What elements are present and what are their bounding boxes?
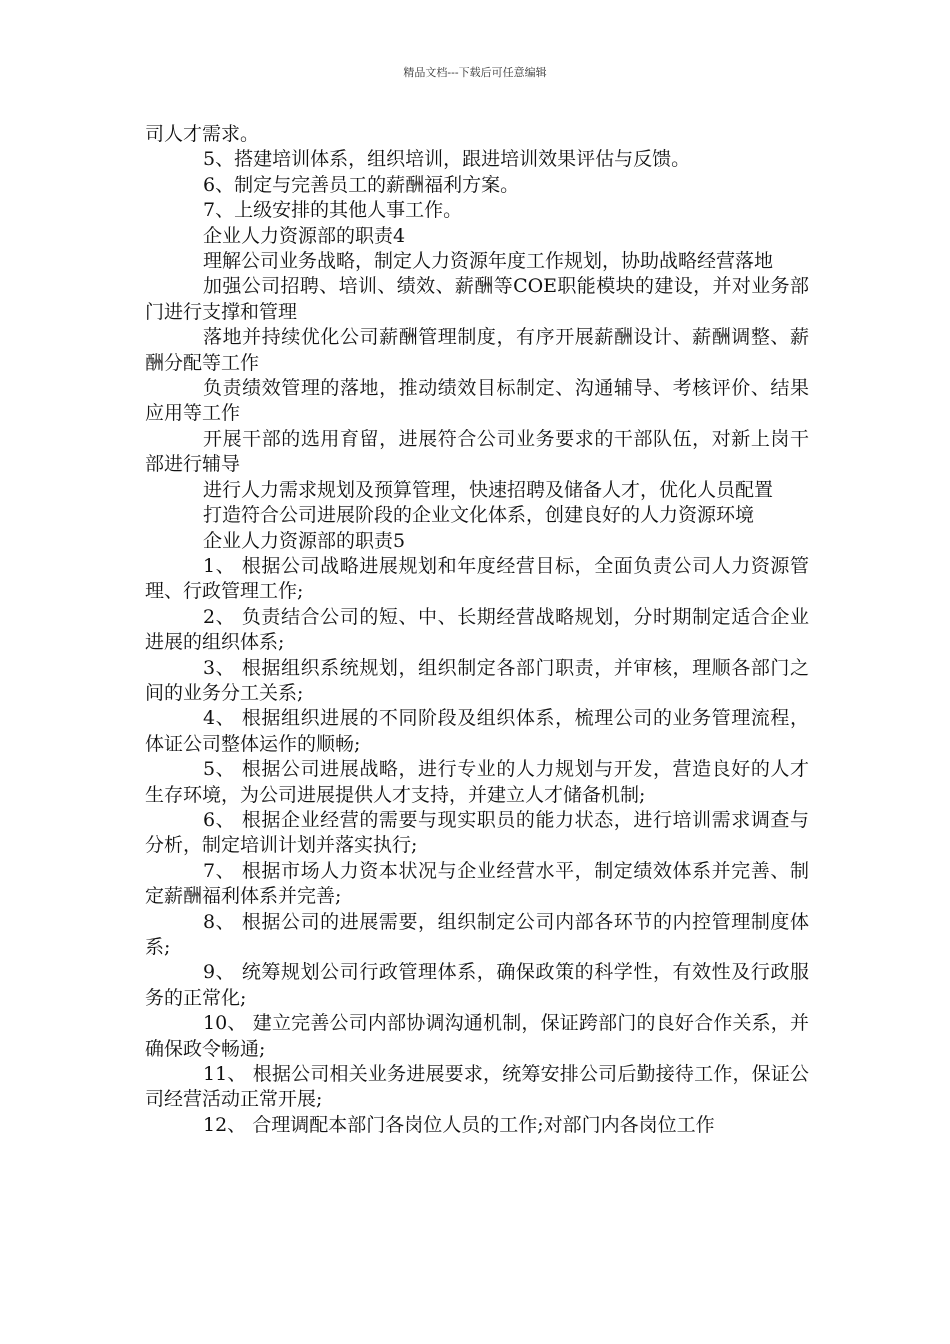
paragraph: 负责绩效管理的落地，推动绩效目标制定、沟通辅导、考核评价、结果应用等工作: [145, 377, 809, 425]
paragraph: 2、 负责结合公司的短、中、长期经营战略规划，分时期制定适合企业进展的组织体系;: [145, 605, 809, 654]
document-body: [145, 122, 809, 1138]
paragraph: 12、 合理调配本部门各岗位人员的工作;对部门内各岗位工作: [203, 1113, 715, 1136]
paragraph: 4、 根据组织进展的不同阶段及组织体系，梳理公司的业务管理流程，体证公司整体运作的顺畅;: [145, 707, 809, 755]
paragraph: 3、 根据组织系统规划，组织制定各部门职责，并审核，理顺各部门之间的业务分工关系;: [145, 656, 809, 704]
paragraph: 6、 根据企业经营的需要与现实职员的能力状态，进行培训需求调查与分析，制定培训计划并落实执行;: [145, 808, 809, 857]
paragraph: 加强公司招聘、培训、绩效、薪酬等COE职能模块的建设，并对业务部门进行支撑和管理: [145, 275, 809, 323]
paragraph: 企业人力资源部的职责4: [203, 224, 406, 247]
paragraph: 5、 根据公司进展战略，进行专业的人力规划与开发，营造良好的人才生存环境，为公司进展提供人才支持，并建立人才储备机制;: [145, 758, 809, 806]
paragraph: 7、 根据市场人力资本状况与企业经营水平，制定绩效体系并完善、制定薪酬福利体系并完善;: [145, 859, 809, 908]
paragraph: 进行人力需求规划及预算管理，快速招聘及储备人才，优化人员配置: [203, 478, 774, 501]
paragraph: 10、 建立完善公司内部协调沟通机制，保证跨部门的良好合作关系，并确保政令畅通;: [145, 1012, 809, 1060]
paragraph: 8、 根据公司的进展需要，组织制定公司内部各环节的内控管理制度体系;: [145, 910, 809, 958]
page-header: 精品文档---下载后可任意编辑: [403, 66, 547, 79]
paragraph: 企业人力资源部的职责5: [203, 529, 406, 552]
paragraph: 打造符合公司进展阶段的企业文化体系，创建良好的人力资源环境: [203, 504, 755, 527]
paragraph: 7、上级安排的其他人事工作。: [203, 199, 463, 222]
paragraph: 6、制定与完善员工的薪酬福利方案。: [203, 173, 520, 196]
paragraph: 1、 根据公司战略进展规划和年度经营目标，全面负责公司人力资源管理、行政管理工作;: [145, 554, 809, 603]
paragraph: 开展干部的选用育留，进展符合公司业务要求的干部队伍，对新上岗干部进行辅导: [145, 427, 809, 476]
paragraph: 落地并持续优化公司薪酬管理制度，有序开展薪酬设计、薪酬调整、薪酬分配等工作: [145, 326, 809, 374]
paragraph: 5、搭建培训体系，组织培训，跟进培训效果评估与反馈。: [203, 148, 691, 171]
paragraph: 11、 根据公司相关业务进展要求，统筹安排公司后勤接待工作，保证公司经营活动正常开展;: [145, 1063, 809, 1111]
paragraph: 9、 统筹规划公司行政管理体系，确保政策的科学性，有效性及行政服务的正常化;: [145, 961, 809, 1009]
paragraph: 司人才需求。: [145, 123, 260, 145]
paragraph: 理解公司业务战略，制定人力资源年度工作规划，协助战略经营落地: [203, 250, 774, 273]
